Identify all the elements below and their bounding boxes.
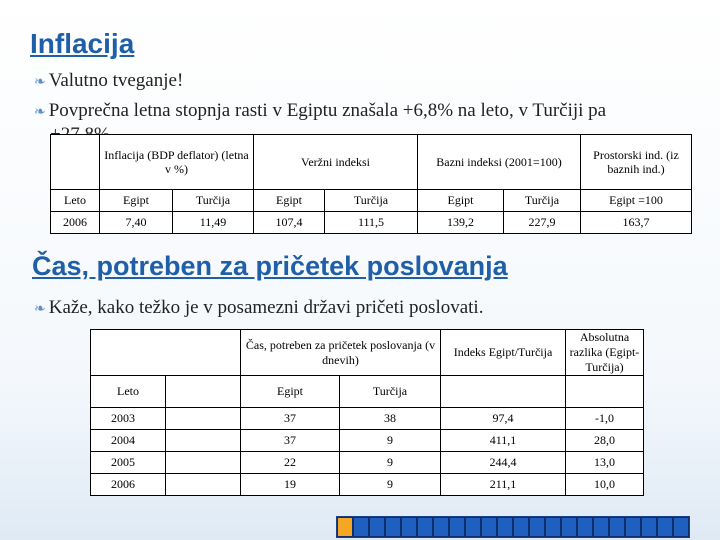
column-header: Egipt =100 bbox=[581, 190, 692, 212]
startup-time-table bbox=[90, 329, 644, 496]
bullet-text: Valutno tveganje! bbox=[48, 70, 184, 91]
column-header: Egipt bbox=[254, 190, 325, 212]
table-cell: 10,0 bbox=[566, 474, 644, 496]
table-row bbox=[51, 212, 692, 234]
table-row bbox=[91, 452, 644, 474]
column-header: Egipt bbox=[100, 190, 173, 212]
table-cell: 22 bbox=[241, 452, 340, 474]
table-cell: 9 bbox=[340, 452, 441, 474]
progress-square bbox=[593, 517, 609, 537]
table-row bbox=[91, 430, 644, 452]
slide-title: Inflacija bbox=[30, 28, 135, 59]
empty-cell bbox=[166, 408, 241, 430]
table-cell: 28,0 bbox=[566, 430, 644, 452]
table-row bbox=[91, 474, 644, 496]
progress-square bbox=[673, 517, 689, 537]
empty-cell bbox=[566, 376, 644, 408]
column-group-header: Absolutna razlika (Egipt-Turčija) bbox=[566, 330, 644, 376]
progress-square bbox=[561, 517, 577, 537]
table-cell: 37 bbox=[241, 408, 340, 430]
progress-square bbox=[401, 517, 417, 537]
table-cell: 7,40 bbox=[100, 212, 173, 234]
table-cell: 2004 bbox=[91, 430, 166, 452]
column-header: Leto bbox=[51, 190, 100, 212]
table-cell: -1,0 bbox=[566, 408, 644, 430]
progress-square bbox=[385, 517, 401, 537]
progress-square bbox=[481, 517, 497, 537]
progress-square bbox=[513, 517, 529, 537]
bullet-item bbox=[34, 100, 606, 122]
table-cell: 163,7 bbox=[581, 212, 692, 234]
inflation-table bbox=[50, 134, 692, 234]
table-corner-cell bbox=[91, 330, 241, 376]
column-header: Leto bbox=[91, 376, 166, 408]
progress-square bbox=[577, 517, 593, 537]
progress-square bbox=[449, 517, 465, 537]
table-cell: 37 bbox=[241, 430, 340, 452]
table-cell: 411,1 bbox=[441, 430, 566, 452]
progress-square bbox=[625, 517, 641, 537]
table-cell: 227,9 bbox=[504, 212, 581, 234]
progress-square bbox=[417, 517, 433, 537]
progress-square bbox=[497, 517, 513, 537]
table-cell: 38 bbox=[340, 408, 441, 430]
table-cell: 97,4 bbox=[441, 408, 566, 430]
slide-progress-bar bbox=[336, 516, 690, 538]
column-header: Turčija bbox=[340, 376, 441, 408]
table-cell: 19 bbox=[241, 474, 340, 496]
empty-cell bbox=[166, 452, 241, 474]
table-cell: 2003 bbox=[91, 408, 166, 430]
bullet-marker-icon: ❧ bbox=[34, 75, 46, 90]
table-cell: 111,5 bbox=[325, 212, 418, 234]
column-group-header: Čas, potreben za pričetek poslovanja (v dnevih) bbox=[241, 330, 441, 376]
table-corner-cell bbox=[51, 135, 100, 190]
table-row bbox=[91, 408, 644, 430]
column-header: Egipt bbox=[418, 190, 504, 212]
progress-square bbox=[353, 517, 369, 537]
table-cell: 9 bbox=[340, 474, 441, 496]
progress-square bbox=[465, 517, 481, 537]
table-cell: 2005 bbox=[91, 452, 166, 474]
empty-cell bbox=[166, 376, 241, 408]
column-group-header: Prostorski ind. (iz baznih ind.) bbox=[581, 135, 692, 190]
column-header: Egipt bbox=[241, 376, 340, 408]
table-cell: 9 bbox=[340, 430, 441, 452]
progress-square bbox=[337, 517, 353, 537]
table-cell: 13,0 bbox=[566, 452, 644, 474]
empty-cell bbox=[166, 430, 241, 452]
table-cell: 139,2 bbox=[418, 212, 504, 234]
empty-cell bbox=[166, 474, 241, 496]
column-header: Turčija bbox=[504, 190, 581, 212]
progress-square bbox=[641, 517, 657, 537]
column-header: Turčija bbox=[325, 190, 418, 212]
bullet-marker-icon: ❧ bbox=[34, 105, 46, 120]
progress-square bbox=[529, 517, 545, 537]
progress-square bbox=[657, 517, 673, 537]
column-group-header: Veržni indeksi bbox=[254, 135, 418, 190]
progress-square bbox=[609, 517, 625, 537]
table-cell: 2006 bbox=[51, 212, 100, 234]
progress-square bbox=[433, 517, 449, 537]
bullet-item bbox=[34, 297, 483, 319]
column-header: Turčija bbox=[173, 190, 254, 212]
table-cell: 244,4 bbox=[441, 452, 566, 474]
table-cell: 211,1 bbox=[441, 474, 566, 496]
bullet-text: Kaže, kako težko je v posamezni državi pričeti poslovati. bbox=[48, 297, 484, 318]
progress-square bbox=[369, 517, 385, 537]
table-cell: 2006 bbox=[91, 474, 166, 496]
table-cell: 107,4 bbox=[254, 212, 325, 234]
bullet-marker-icon: ❧ bbox=[34, 302, 46, 317]
column-group-header: Bazni indeksi (2001=100) bbox=[418, 135, 581, 190]
table-cell: 11,49 bbox=[173, 212, 254, 234]
column-group-header: Indeks Egipt/Turčija bbox=[441, 330, 566, 376]
column-group-header: Inflacija (BDP deflator) (letna v %) bbox=[100, 135, 254, 190]
section-title: Čas, potreben za pričetek poslovanja bbox=[32, 251, 508, 281]
bullet-text: Povprečna letna stopnja rasti v Egiptu znašala +6,8% na leto, v Turčiji pa bbox=[48, 100, 607, 121]
empty-cell bbox=[441, 376, 566, 408]
progress-square bbox=[545, 517, 561, 537]
bullet-item bbox=[34, 70, 183, 92]
